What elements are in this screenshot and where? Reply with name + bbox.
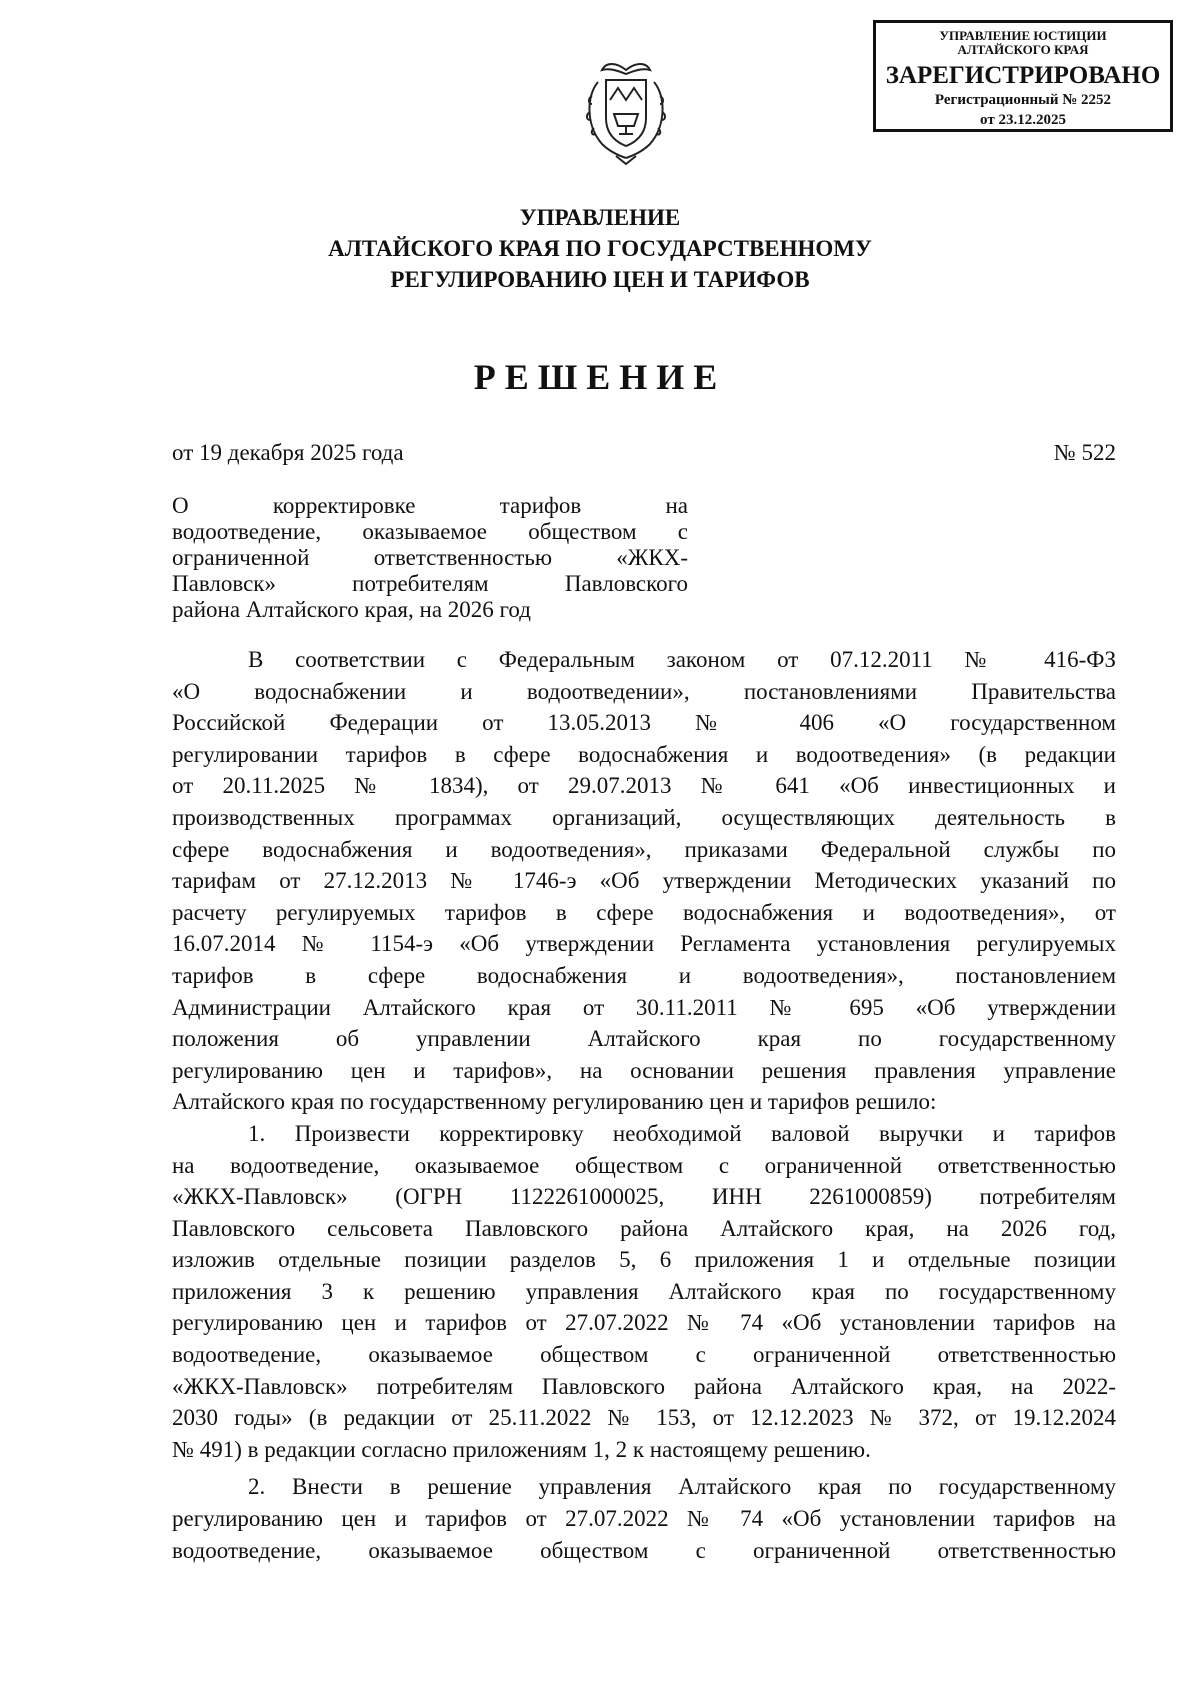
body-line: «ЖКХ-Павловск» потребителям Павловского района Алтайского края, на 2022-: [172, 1373, 1116, 1399]
body-line: производственных программах организаций, осуществляющих деятельность в: [172, 804, 1116, 830]
stamp-status: ЗАРЕГИСТРИРОВАНО: [885, 61, 1161, 89]
body-line: от 20.11.2025 № 1834), от 29.07.2013 № 641 «Об инвестиционных и: [172, 773, 1116, 799]
decision-subject: [172, 493, 688, 623]
body-line: расчету регулируемых тарифов в сфере водоснабжения и водоотведения», от: [172, 899, 1116, 925]
subject-line: района Алтайского края, на 2026 год: [172, 597, 531, 622]
body-line: регулированию цен и тарифов от 27.07.2022 № 74 «Об установлении тарифов на: [172, 1310, 1116, 1336]
stamp-line-2: АЛТАЙСКОГО КРАЯ: [957, 42, 1089, 58]
registration-stamp: [873, 20, 1173, 132]
body-line: тарифам от 27.12.2013 № 1746-э «Об утверждении Методических указаний по: [172, 868, 1116, 894]
body-line: Алтайского края по государственному регулированию цен и тарифов решило:: [172, 1089, 937, 1115]
stamp-line-1: УПРАВЛЕНИЕ ЮСТИЦИИ: [939, 28, 1107, 43]
header-line-2: АЛТАЙСКОГО КРАЯ ПО ГОСУДАРСТВЕННОМУ: [328, 236, 872, 261]
decision-number: № 522: [1053, 440, 1116, 465]
body-line: «ЖКХ-Павловск» (ОГРН 1122261000025, ИНН 2261000859) потребителям: [172, 1184, 1116, 1210]
body-line: Российской Федерации от 13.05.2013 № 406 «О государственном: [172, 710, 1116, 736]
body-line: «О водоснабжении и водоотведении», постановлениями Правительства: [172, 678, 1116, 704]
header-line-1: УПРАВЛЕНИЕ: [519, 205, 681, 230]
subject-line: О корректировке тарифов на: [172, 493, 688, 518]
body-line: В соответствии с Федеральным законом от 07.12.2011 № 416-ФЗ: [248, 647, 1116, 672]
body-line: регулированию цен и тарифов», на основании решения правления управление: [172, 1057, 1116, 1083]
body-line: 1. Произвести корректировку необходимой валовой выручки и тарифов: [248, 1120, 1116, 1146]
body-line: 16.07.2014 № 1154-э «Об утверждении Регламента установления регулируемых: [172, 931, 1116, 957]
body-line: тарифов в сфере водоснабжения и водоотведения», постановлением: [172, 962, 1116, 988]
authority-header: [120, 202, 1080, 295]
header-line-3: РЕГУЛИРОВАНИЮ ЦЕН И ТАРИФОВ: [390, 267, 810, 292]
stamp-date: от 23.12.2025: [980, 111, 1066, 128]
body-line: приложения 3 к решению управления Алтайского края по государственному: [172, 1278, 1116, 1304]
stamp-reg-number: Регистрационный № 2252: [934, 92, 1112, 109]
body-line: водоотведение, оказываемое обществом с ограниченной ответственностью: [172, 1537, 1116, 1563]
body-line: регулированию цен и тарифов от 27.07.2022 № 74 «Об установлении тарифов на: [172, 1506, 1116, 1532]
subject-line: Павловск» потребителям Павловского: [172, 571, 688, 596]
body-line: изложив отдельные позиции разделов 5, 6 приложения 1 и отдельные позиции: [172, 1247, 1116, 1273]
decision-date: от 19 декабря 2025 года: [172, 440, 404, 465]
body-line: регулировании тарифов в сфере водоснабжения и водоотведения» (в редакции: [172, 741, 1116, 767]
body-line: водоотведение, оказываемое обществом с ограниченной ответственностью: [172, 1342, 1116, 1368]
body-line: 2030 годы» (в редакции от 25.11.2022 № 153, от 12.12.2023 № 372, от 19.12.2024: [172, 1405, 1116, 1431]
body-line: Администрации Алтайского края от 30.11.2011 № 695 «Об утверждении: [172, 994, 1116, 1020]
body-line: № 491) в редакции согласно приложениям 1, 2 к настоящему решению.: [172, 1436, 871, 1462]
subject-line: водоотведение, оказываемое обществом с: [172, 519, 688, 544]
body-line: положения об управлении Алтайского края по государственному: [172, 1026, 1116, 1052]
body-line: 2. Внести в решение управления Алтайского края по государственному: [248, 1474, 1116, 1500]
body-line: на водоотведение, оказываемое обществом с ограниченной ответственностью: [172, 1152, 1116, 1178]
body-line: Павловского сельсовета Павловского района Алтайского края, на 2026 год,: [172, 1215, 1116, 1241]
body-line: сфере водоснабжения и водоотведения», приказами Федеральной службы по: [172, 836, 1116, 862]
subject-line: ограниченной ответственностью «ЖКХ-: [172, 545, 688, 570]
coat-of-arms-icon: [576, 56, 676, 168]
decision-body: [172, 644, 1116, 1566]
document-title: РЕШЕНИЕ: [473, 357, 727, 397]
